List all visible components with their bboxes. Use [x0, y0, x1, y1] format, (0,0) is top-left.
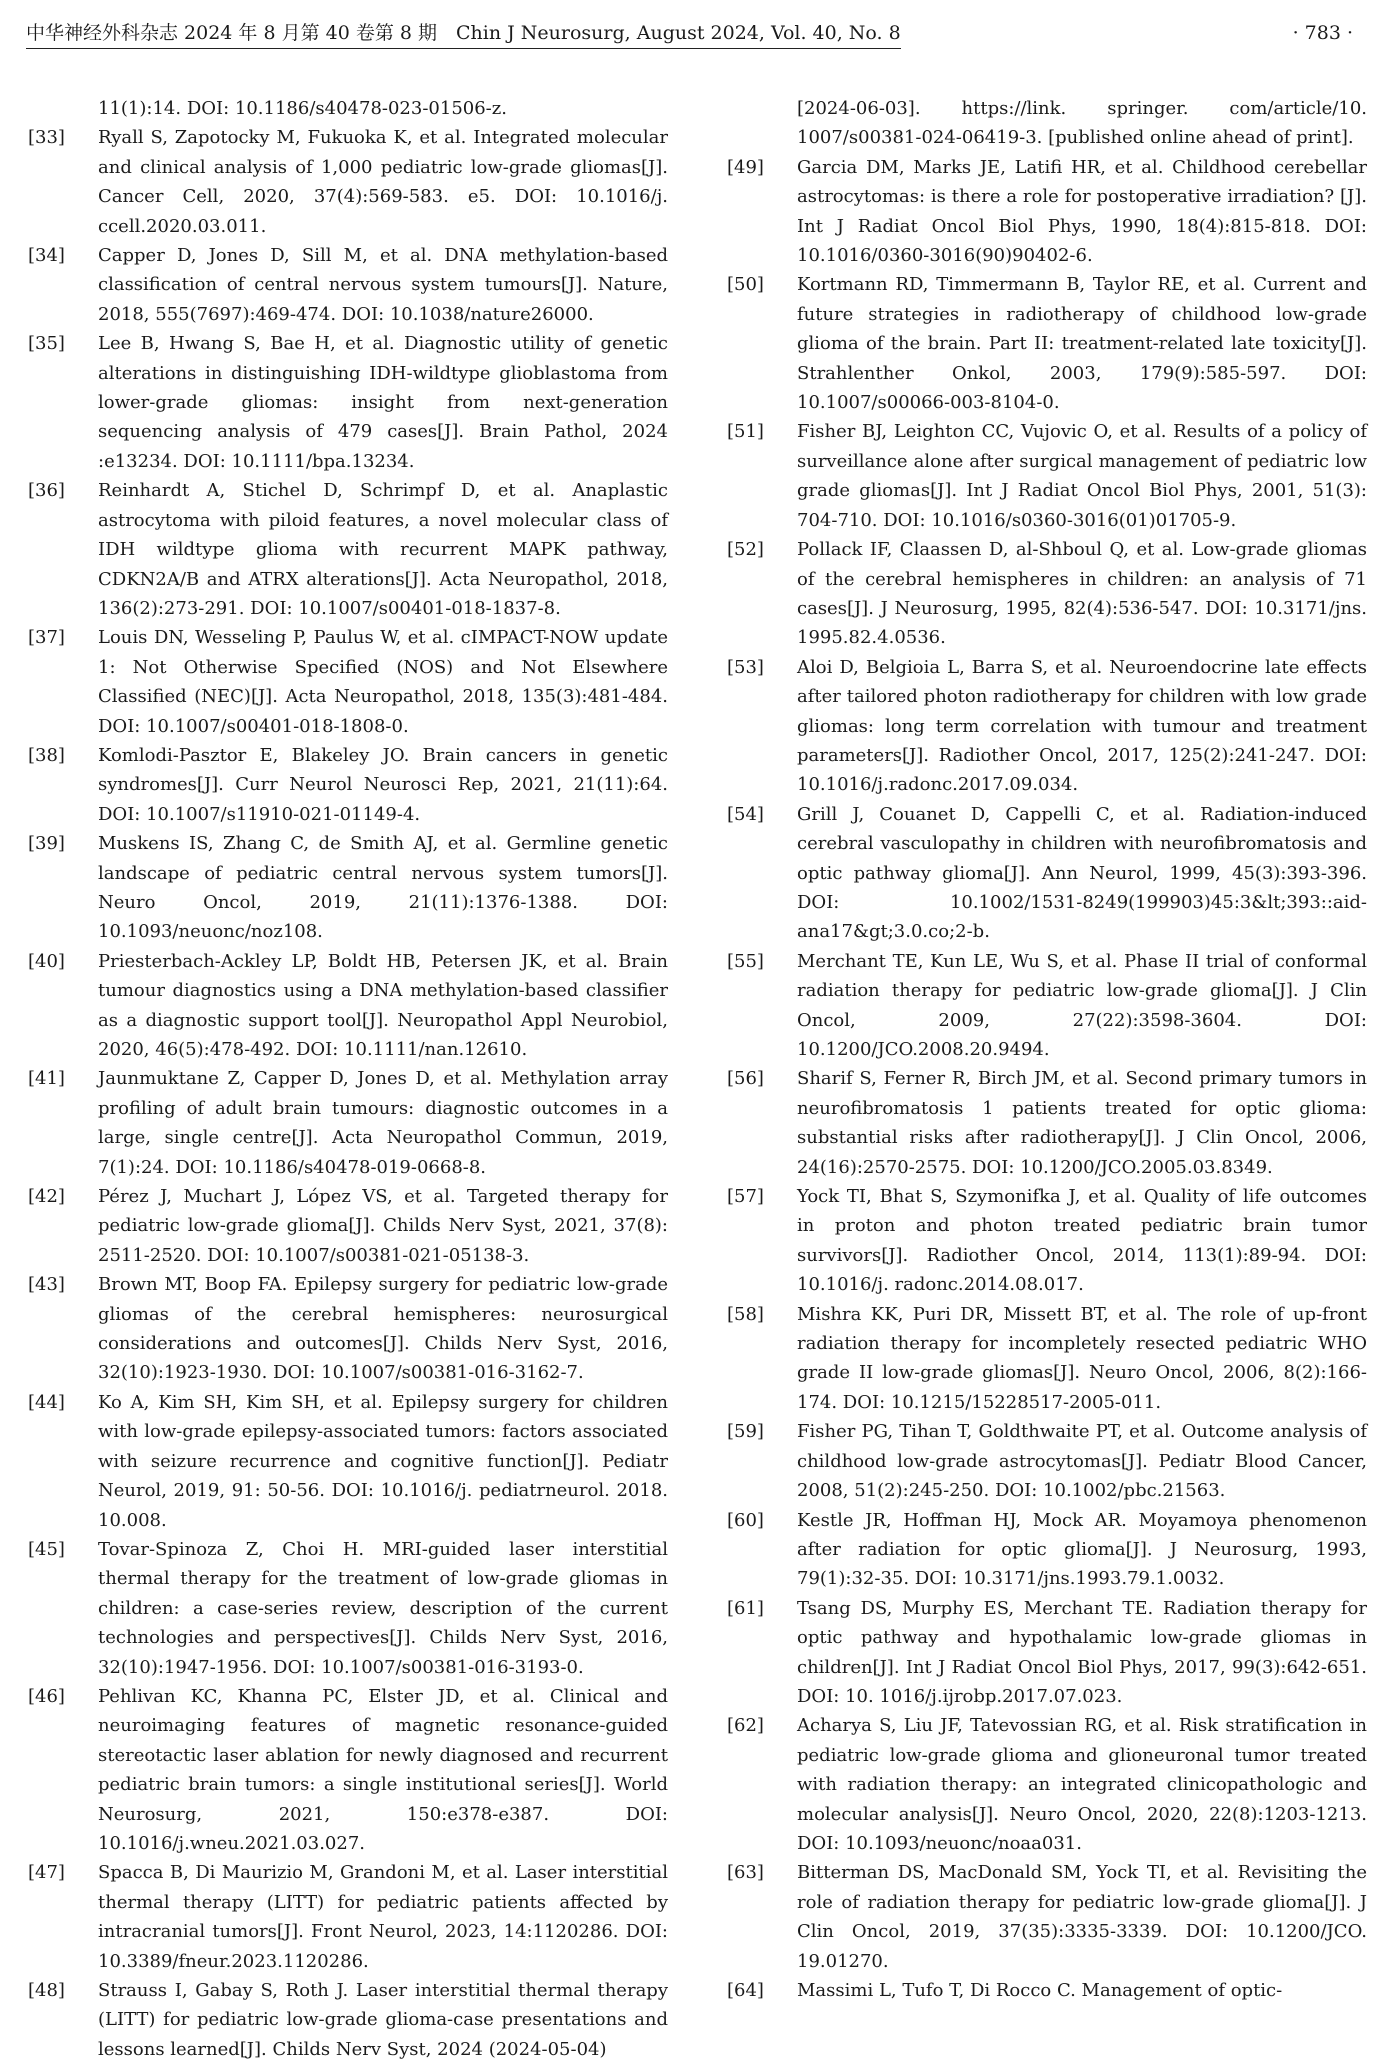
reference-number: [54]	[727, 803, 764, 825]
reference-text: Reinhardt A, Stichel D, Schrimpf D, et al. Anaplastic astrocytoma with piloid features, a novel molecular class of IDH wildtype glioma with recurrent MAPK pathway, CDKN2A/B and ATRX alterations[J]. Acta Neuropathol, 2018, 136(2):273-291. DOI: 10.1007/s00401-018-1837-8.	[98, 480, 668, 619]
reference-item	[28, 123, 668, 241]
reference-text: Jaunmuktane Z, Capper D, Jones D, et al. Methylation array profiling of adult brain tumours: diagnostic outcomes in a large, single centre[J]. Acta Neuropathol Commun, 2019, 7(1):24. DOI: 10.1186/s40478-019-0668-8.	[98, 1068, 668, 1178]
reference-item	[727, 1417, 1367, 1505]
reference-item	[28, 1535, 668, 1682]
reference-number: [63]	[727, 1862, 764, 1884]
reference-number: [49]	[727, 156, 764, 178]
reference-number: [59]	[727, 1421, 764, 1443]
reference-item	[727, 653, 1367, 800]
reference-number: [37]	[28, 627, 65, 649]
reference-text: Yock TI, Bhat S, Szymonifka J, et al. Quality of life outcomes in proton and photon treated pediatric brain tumor survivors[J]. Radiother Oncol, 2014, 113(1):89-94. DOI: 10.1016/j. radonc.2014.08.017.	[797, 1186, 1367, 1296]
reference-text: Ryall S, Zapotocky M, Fukuoka K, et al. Integrated molecular and clinical analysis of 1,000 pediatric low-grade gliomas[J]. Cancer Cell, 2020, 37(4):569-583. e5. DOI: 10.1016/j. ccell.2020.03.011.	[98, 127, 668, 237]
reference-item	[727, 947, 1367, 1065]
reference-number: [40]	[28, 950, 65, 972]
reference-item	[28, 741, 668, 829]
reference-number: [43]	[28, 1274, 65, 1296]
reference-item	[28, 1270, 668, 1388]
reference-text: 11(1):14. DOI: 10.1186/s40478-023-01506-z.	[98, 98, 507, 119]
reference-text: Lee B, Hwang S, Bae H, et al. Diagnostic utility of genetic alterations in distinguishing IDH-wildtype glioblastoma from lower-grade gliomas: insight from next-generation sequencing analysis of 479 cases[J]. Brain Pathol, 2024 :e13234. DOI: 10.1111/bpa.13234.	[98, 333, 668, 472]
reference-number: [53]	[727, 656, 764, 678]
reference-item	[28, 1682, 668, 1858]
reference-item	[28, 829, 668, 947]
reference-item	[727, 1064, 1367, 1182]
reference-number: [61]	[727, 1597, 764, 1619]
reference-number: [42]	[28, 1186, 65, 1208]
reference-text: Acharya S, Liu JF, Tatevossian RG, et al. Risk stratification in pediatric low-grade glioma and glioneuronal tumor treated with radiation therapy: an integrated clinicopathologic and molecular analysis[J]. Neuro Oncol, 2020, 22(8):1203-1213. DOI: 10.1093/neuonc/noaa031.	[797, 1715, 1367, 1854]
reference-text: Fisher BJ, Leighton CC, Vujovic O, et al. Results of a policy of surveillance alone after surgical management of pediatric low grade gliomas[J]. Int J Radiat Oncol Biol Phys, 2001, 51(3): 704-710. DOI: 10.1016/s0360-3016(01)01705-9.	[797, 421, 1367, 531]
page-number: · 783 ·	[1292, 22, 1353, 44]
reference-number: [45]	[28, 1538, 65, 1560]
reference-text: Pérez J, Muchart J, López VS, et al. Targeted therapy for pediatric low-grade glioma[J]. Childs Nerv Syst, 2021, 37(8): 2511-2520. DOI: 10.1007/s00381-021-05138-3.	[98, 1186, 668, 1266]
reference-item	[727, 535, 1367, 653]
reference-text: Kortmann RD, Timmermann B, Taylor RE, et al. Current and future strategies in radiotherapy of childhood low-grade glioma of the brain. Part II: treatment-related late toxicity[J]. Strahlenther Onkol, 2003, 179(9):585-597. DOI: 10.1007/s00066-003-8104-0.	[797, 274, 1367, 414]
running-header	[26, 18, 1353, 52]
reference-item	[727, 1300, 1367, 1418]
reference-number: [41]	[28, 1068, 65, 1090]
reference-number: [51]	[727, 421, 764, 443]
reference-column-left	[28, 94, 668, 2064]
reference-text: Ko A, Kim SH, Kim SH, et al. Epilepsy surgery for children with low-grade epilepsy-associated tumors: factors associated with seizure recurrence and cognitive function[J]. Pediatr Neurol, 2019, 91: 50-56. DOI: 10.1016/j. pediatrneurol. 2018. 10.008.	[98, 1391, 668, 1531]
reference-number: [50]	[727, 274, 764, 296]
reference-text: Brown MT, Boop FA. Epilepsy surgery for pediatric low-grade gliomas of the cerebral hemispheres: neurosurgical considerations and outcomes[J]. Childs Nerv Syst, 2016, 32(10):1923-1930. DOI: 10.1007/s00381-016-3162-7.	[98, 1274, 668, 1384]
journal-line: 中华神经外科杂志 2024 年 8 月第 40 卷第 8 期 Chin J Neurosurg, August 2024, Vol. 40, No. 8	[26, 18, 901, 49]
reference-text: Pehlivan KC, Khanna PC, Elster JD, et al. Clinical and neuroimaging features of magnetic resonance-guided stereotactic laser ablation for newly diagnosed and recurrent pediatric brain tumors: a single institutional series[J]. World Neurosurg, 2021, 150:e378-e387. DOI: 10.1016/j.wneu.2021.03.027.	[98, 1685, 668, 1854]
reference-text: Sharif S, Ferner R, Birch JM, et al. Second primary tumors in neurofibromatosis 1 patients treated for optic glioma: substantial risks after radiotherapy[J]. J Clin Oncol, 2006, 24(16):2570-2575. DOI: 10.1200/JCO.2005.03.8349.	[797, 1068, 1367, 1178]
reference-item	[28, 1064, 668, 1182]
reference-number: [55]	[727, 950, 764, 972]
reference-number: [35]	[28, 333, 65, 355]
reference-text: Garcia DM, Marks JE, Latifi HR, et al. Childhood cerebellar astrocytomas: is there a role for postoperative irradiation? [J]. Int J Radiat Oncol Biol Phys, 1990, 18(4):815-818. DOI: 10.1016/0360-3016(90)90402-6.	[797, 156, 1367, 267]
reference-item	[727, 270, 1367, 417]
reference-number: [48]	[28, 1980, 65, 2001]
reference-number: [34]	[28, 245, 65, 267]
reference-text: Kestle JR, Hoffman HJ, Mock AR. Moyamoya phenomenon after radiation for optic glioma[J]. J Neurosurg, 1993, 79(1):32-35. DOI: 10.3171/jns.1993.79.1.0032.	[797, 1509, 1367, 1590]
reference-number: [62]	[727, 1715, 764, 1737]
reference-text: Mishra KK, Puri DR, Missett BT, et al. The role of up-front radiation therapy for incompletely resected pediatric WHO grade II low-grade gliomas[J]. Neuro Oncol, 2006, 8(2):166-174. DOI: 10.1215/15228517-2005-011.	[797, 1303, 1367, 1413]
reference-item	[727, 1711, 1367, 1858]
reference-text: Aloi D, Belgioia L, Barra S, et al. Neuroendocrine late effects after tailored photon radiotherapy for children with low grade gliomas: long term correlation with tumour and treatment parameters[J]. Radiother Oncol, 2017, 125(2):241-247. DOI: 10.1016/j.radonc.2017.09.034.	[797, 656, 1367, 796]
reference-text: Priesterbach-Ackley LP, Boldt HB, Petersen JK, et al. Brain tumour diagnostics using a DNA methylation-based classifier as a diagnostic support tool[J]. Neuropathol Appl Neurobiol, 2020, 46(5):478-492. DOI: 10.1111/nan.12610.	[98, 950, 668, 1060]
reference-text: Capper D, Jones D, Sill M, et al. DNA methylation-based classification of central nervous system tumours[J]. Nature, 2018, 555(7697):469-474. DOI: 10.1038/nature26000.	[98, 245, 668, 325]
reference-item	[727, 417, 1367, 535]
reference-number: [47]	[28, 1862, 65, 1884]
reference-item	[28, 94, 668, 123]
reference-item	[28, 1388, 668, 1535]
reference-text: Bitterman DS, MacDonald SM, Yock TI, et al. Revisiting the role of radiation therapy for pediatric low-grade glioma[J]. J Clin Oncol, 2019, 37(35):3335-3339. DOI: 10.1200/JCO. 19.01270.	[797, 1862, 1367, 1972]
reference-item	[28, 1182, 668, 1270]
reference-text: Grill J, Couanet D, Cappelli C, et al. Radiation-induced cerebral vasculopathy in children with neurofibromatosis and optic pathway glioma[J]. Ann Neurol, 1999, 45(3):393-396. DOI: 10.1002/1531-8249(199903)45:3&lt;393::aid-ana17&gt;3.0.co;2-b.	[797, 803, 1367, 943]
reference-text: Merchant TE, Kun LE, Wu S, et al. Phase II trial of conformal radiation therapy for pediatric low-grade glioma[J]. J Clin Oncol, 2009, 27(22):3598-3604. DOI: 10.1200/JCO.2008.20.9494.	[797, 950, 1367, 1060]
reference-item	[727, 1506, 1367, 1594]
reference-item	[28, 476, 668, 623]
reference-number: [57]	[727, 1186, 764, 1208]
reference-number: [46]	[28, 1685, 65, 1707]
reference-item	[727, 94, 1367, 153]
reference-item	[28, 1858, 668, 1976]
reference-item	[28, 623, 668, 741]
reference-item	[28, 1976, 668, 2064]
reference-number: [58]	[727, 1303, 764, 1325]
reference-item	[727, 1976, 1367, 2005]
reference-number: [56]	[727, 1068, 764, 1090]
reference-number: [44]	[28, 1391, 65, 1413]
reference-item	[727, 1594, 1367, 1712]
reference-text: Louis DN, Wesseling P, Paulus W, et al. cIMPACT-NOW update 1: Not Otherwise Specified (NOS) and Not Elsewhere Classified (NEC)[J]. Acta Neuropathol, 2018, 135(3):481-484. DOI: 10.1007/s00401-018-1808-0.	[98, 627, 668, 737]
reference-text: Massimi L, Tufo T, Di Rocco C. Management of optic-	[797, 1980, 1283, 2001]
reference-number: [36]	[28, 480, 65, 502]
reference-item	[28, 947, 668, 1065]
reference-text: Fisher PG, Tihan T, Goldthwaite PT, et al. Outcome analysis of childhood low-grade astrocytomas[J]. Pediatr Blood Cancer, 2008, 51(2):245-250. DOI: 10.1002/pbc.21563.	[797, 1421, 1367, 1502]
reference-column-right	[727, 94, 1367, 2005]
reference-text: Muskens IS, Zhang C, de Smith AJ, et al. Germline genetic landscape of pediatric central nervous system tumors[J]. Neuro Oncol, 2019, 21(11):1376-1388. DOI: 10.1093/neuonc/noz108.	[98, 833, 668, 943]
reference-text: Tovar-Spinoza Z, Choi H. MRI-guided laser interstitial thermal therapy for the treatment of low-grade gliomas in children: a case-series review, description of the current technologies and perspectives[J]. Childs Nerv Syst, 2016, 32(10):1947-1956. DOI: 10.1007/s00381-016-3193-0.	[98, 1538, 668, 1678]
reference-text: Pollack IF, Claassen D, al-Shboul Q, et al. Low-grade gliomas of the cerebral hemispheres in children: an analysis of 71 cases[J]. J Neurosurg, 1995, 82(4):536-547. DOI: 10.3171/jns. 1995.82.4.0536.	[797, 539, 1367, 649]
reference-text: Komlodi-Pasztor E, Blakeley JO. Brain cancers in genetic syndromes[J]. Curr Neurol Neurosci Rep, 2021, 21(11):64. DOI: 10.1007/s11910-021-01149-4.	[98, 744, 668, 825]
reference-item	[28, 329, 668, 476]
reference-text: Tsang DS, Murphy ES, Merchant TE. Radiation therapy for optic pathway and hypothalamic low-grade gliomas in children[J]. Int J Radiat Oncol Biol Phys, 2017, 99(3):642-651. DOI: 10. 1016/j.ijrobp.2017.07.023.	[797, 1597, 1367, 1707]
reference-number: [60]	[727, 1509, 764, 1531]
reference-item	[727, 1858, 1367, 1976]
reference-text: [2024-06-03]. https://link. springer. com/article/10. 1007/s00381-024-06419-3. [published online ahead of print].	[797, 98, 1367, 149]
reference-text: Strauss I, Gabay S, Roth J. Laser interstitial thermal therapy (LITT) for pediatric low-grade glioma-case presentations and lessons learned[J]. Childs Nerv Syst, 2024 (2024-05-04)	[98, 1980, 668, 2060]
reference-number: [64]	[727, 1980, 764, 2001]
reference-item	[727, 800, 1367, 947]
reference-text: Spacca B, Di Maurizio M, Grandoni M, et al. Laser interstitial thermal therapy (LITT) for pediatric patients affected by intracranial tumors[J]. Front Neurol, 2023, 14:1120286. DOI: 10.3389/fneur.2023.1120286.	[98, 1862, 668, 1972]
reference-item	[727, 153, 1367, 271]
reference-item	[727, 1182, 1367, 1300]
reference-number: [52]	[727, 539, 764, 561]
reference-number: [33]	[28, 127, 65, 149]
reference-number: [38]	[28, 744, 65, 766]
reference-item	[28, 241, 668, 329]
reference-number: [39]	[28, 833, 65, 855]
